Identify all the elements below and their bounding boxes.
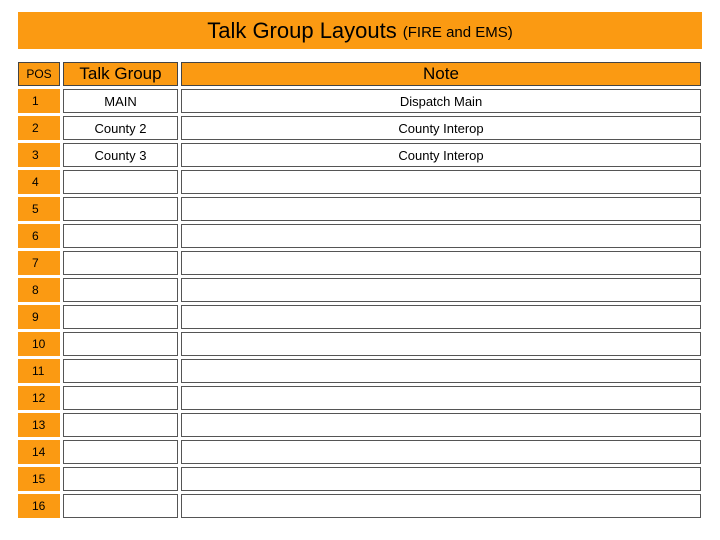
pos-cell: 10 bbox=[18, 332, 60, 356]
talk-group-header: Talk Group bbox=[63, 62, 178, 86]
talk-group-cell[interactable] bbox=[63, 251, 178, 275]
talk-group-cell[interactable]: County 3 bbox=[63, 143, 178, 167]
note-cell[interactable] bbox=[181, 440, 701, 464]
pos-column bbox=[18, 62, 60, 521]
note-cell[interactable] bbox=[181, 359, 701, 383]
talk-group-cell[interactable] bbox=[63, 359, 178, 383]
pos-cell: 15 bbox=[18, 467, 60, 491]
talk-group-cell[interactable] bbox=[63, 278, 178, 302]
note-cell[interactable] bbox=[181, 467, 701, 491]
talk-group-cell[interactable] bbox=[63, 440, 178, 464]
note-cell[interactable] bbox=[181, 197, 701, 221]
pos-cell: 4 bbox=[18, 170, 60, 194]
note-column bbox=[181, 62, 701, 521]
pos-cell: 11 bbox=[18, 359, 60, 383]
talk-group-cell[interactable] bbox=[63, 467, 178, 491]
pos-cell: 8 bbox=[18, 278, 60, 302]
page-subtitle: (FIRE and EMS) bbox=[402, 24, 513, 41]
pos-cell: 6 bbox=[18, 224, 60, 248]
talk-group-cell[interactable]: County 2 bbox=[63, 116, 178, 140]
pos-cell: 1 bbox=[18, 89, 60, 113]
pos-cell: 14 bbox=[18, 440, 60, 464]
note-cell[interactable] bbox=[181, 170, 701, 194]
pos-cell: 5 bbox=[18, 197, 60, 221]
pos-cell: 13 bbox=[18, 413, 60, 437]
note-cell[interactable] bbox=[181, 332, 701, 356]
talk-group-cell[interactable] bbox=[63, 224, 178, 248]
note-cell[interactable]: County Interop bbox=[181, 116, 701, 140]
pos-cell: 2 bbox=[18, 116, 60, 140]
talk-group-cell[interactable] bbox=[63, 197, 178, 221]
note-cell[interactable]: County Interop bbox=[181, 143, 701, 167]
note-cell[interactable] bbox=[181, 278, 701, 302]
note-header: Note bbox=[181, 62, 701, 86]
talk-group-cell[interactable] bbox=[63, 413, 178, 437]
note-cell[interactable] bbox=[181, 224, 701, 248]
note-cell[interactable]: Dispatch Main bbox=[181, 89, 701, 113]
talk-group-column bbox=[63, 62, 178, 521]
pos-header: POS bbox=[18, 62, 60, 86]
pos-cell: 9 bbox=[18, 305, 60, 329]
page-title: Talk Group Layouts bbox=[207, 17, 397, 43]
pos-cell: 3 bbox=[18, 143, 60, 167]
note-cell[interactable] bbox=[181, 386, 701, 410]
pos-cell: 16 bbox=[18, 494, 60, 518]
pos-cell: 12 bbox=[18, 386, 60, 410]
pos-cell: 7 bbox=[18, 251, 60, 275]
talk-group-cell[interactable]: MAIN bbox=[63, 89, 178, 113]
talk-group-cell[interactable] bbox=[63, 305, 178, 329]
talk-group-cell[interactable] bbox=[63, 386, 178, 410]
note-cell[interactable] bbox=[181, 413, 701, 437]
talk-group-cell[interactable] bbox=[63, 494, 178, 518]
note-cell[interactable] bbox=[181, 494, 701, 518]
title-bar bbox=[18, 12, 702, 49]
talk-group-cell[interactable] bbox=[63, 332, 178, 356]
note-cell[interactable] bbox=[181, 251, 701, 275]
talk-group-cell[interactable] bbox=[63, 170, 178, 194]
note-cell[interactable] bbox=[181, 305, 701, 329]
